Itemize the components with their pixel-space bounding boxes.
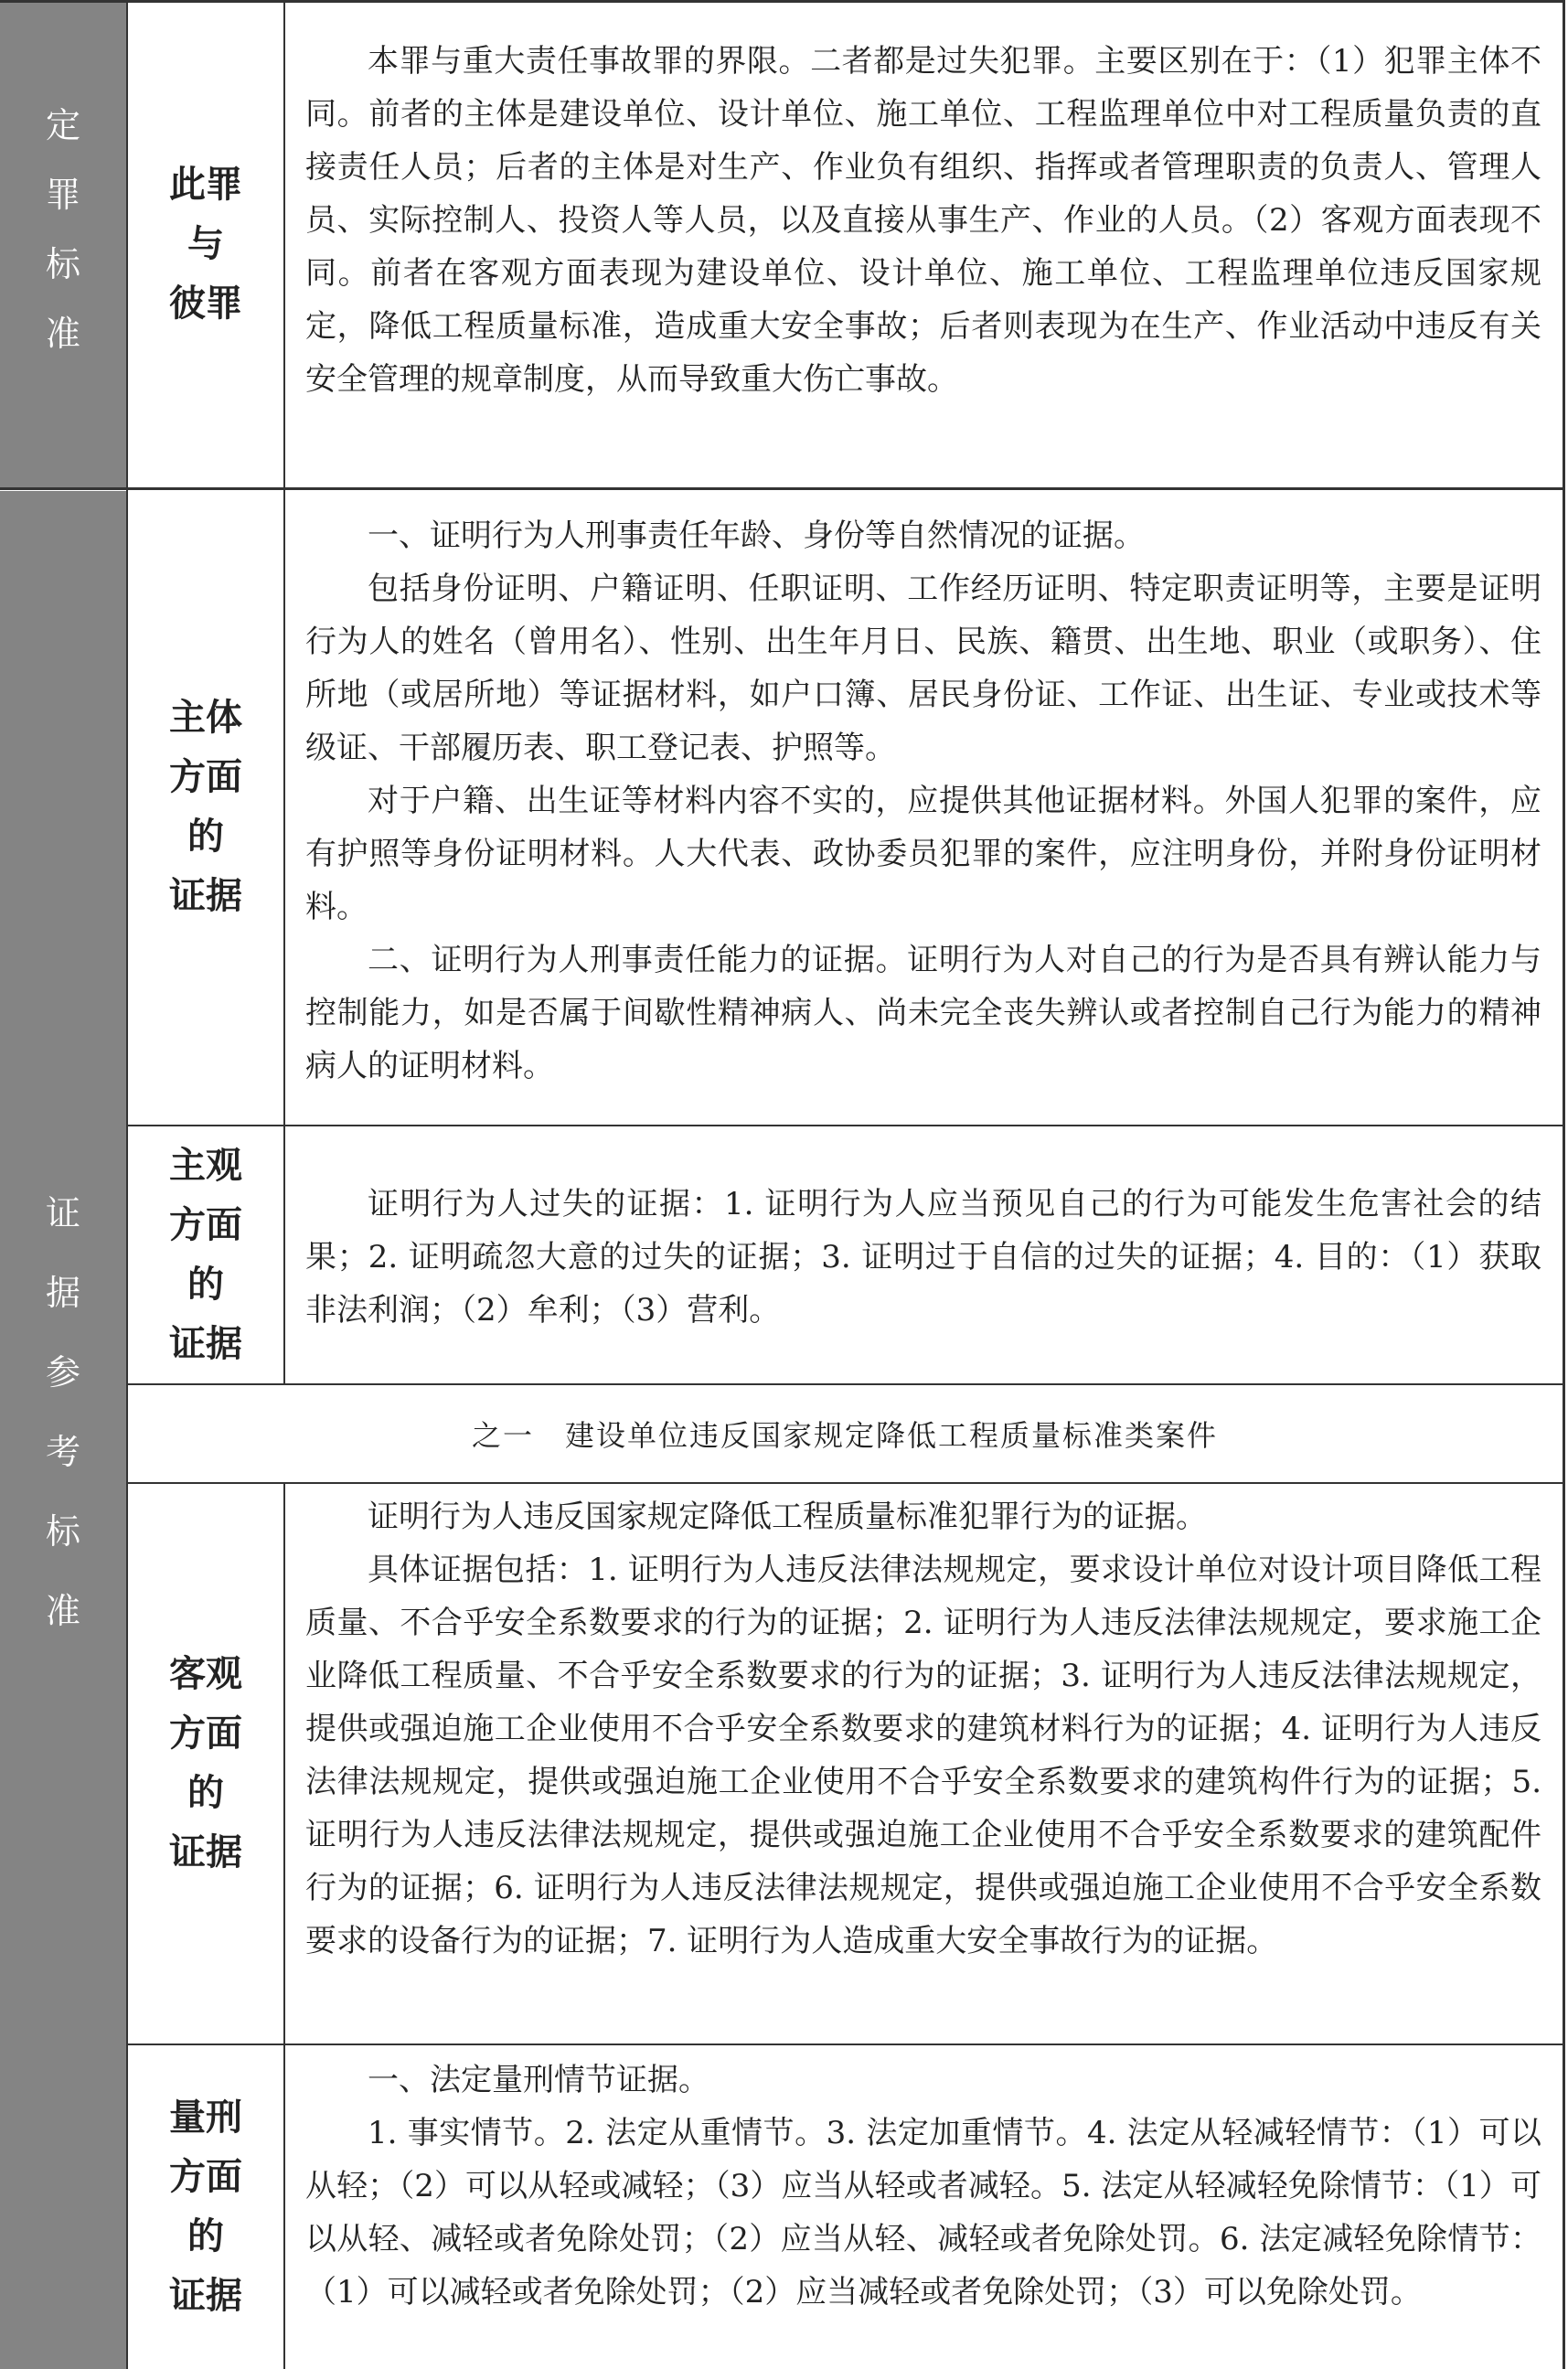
row-label-line: 彼罪 bbox=[169, 283, 242, 325]
section-label-char: 准 bbox=[45, 314, 80, 354]
row-content-liangxing bbox=[305, 2054, 1541, 2319]
row-label-line: 的 bbox=[187, 1772, 224, 1814]
row-label-line: 证据 bbox=[169, 2275, 242, 2317]
row-label-line: 方面 bbox=[169, 1203, 242, 1246]
section-label-char: 证 bbox=[45, 1193, 80, 1233]
row-label-line: 证据 bbox=[169, 1831, 242, 1873]
section-label-zhengju bbox=[0, 1193, 126, 1631]
row-label-zhuti bbox=[128, 489, 283, 1125]
row-label-cizui bbox=[128, 0, 283, 489]
content-paragraph: 包括身份证明、户籍证明、任职证明、工作经历证明、特定职责证明等，主要是证明行为人的姓名（曾用名）、性别、出生年月日、民族、籍贯、出生地、职业（或职务）、住所地（或居所地）等证据材料，如户口簿、居民身份证、工作证、出生证、专业或技术等级证、干部履历表、职工登记表、护照等。 bbox=[305, 571, 1541, 766]
row-content-cizui bbox=[305, 35, 1541, 406]
content-paragraph: 对于户籍、出生证等材料内容不实的，应提供其他证据材料。外国人犯罪的案件，应有护照等身份证明材料。人大代表、政协委员犯罪的案件，应注明身份，并附身份证明材料。 bbox=[305, 783, 1541, 925]
row-label-line: 的 bbox=[187, 1263, 224, 1306]
content-paragraph: 一、证明行为人刑事责任年龄、身份等自然情况的证据。 bbox=[368, 518, 1145, 554]
section-label-char: 考 bbox=[45, 1432, 80, 1472]
column-divider-mid-2 bbox=[283, 489, 285, 1384]
row-label-line: 证据 bbox=[169, 1322, 242, 1365]
row-content-zhuguan bbox=[305, 1178, 1541, 1337]
section-label-char: 罪 bbox=[45, 175, 80, 215]
section-label-char: 标 bbox=[45, 244, 80, 284]
content-paragraph: 二、证明行为人刑事责任能力的证据。证明行为人对自己的行为是否具有辨认能力与控制能力，如是否属于间歇性精神病人、尚未完全丧失辨认或者控制自己行为能力的精神病人的证明材料。 bbox=[305, 942, 1541, 1084]
row-divider-4 bbox=[126, 1482, 1565, 1484]
section-label-char: 参 bbox=[45, 1352, 80, 1393]
row-label-line: 主观 bbox=[169, 1144, 242, 1187]
section-label-char: 标 bbox=[45, 1511, 80, 1552]
section-label-char: 据 bbox=[45, 1273, 80, 1313]
content-paragraph: 1. 事实情节。2. 法定从重情节。3. 法定加重情节。4. 法定从轻减轻情节：（1）可以从轻；（2）可以从轻或减轻；（3）应当从轻或者减轻。5. 法定从轻减轻免除情节：（1）可以从轻、减轻或者免除处罚；（2）应当从轻、减轻或者免除处罚。6. 法定减轻免除情节：（1）可以减轻或者免除处罚；（2）应当减轻或者免除处罚；（3）可以免除处罚。 bbox=[305, 2115, 1541, 2310]
row-label-line: 主体 bbox=[169, 696, 242, 739]
row-label-line: 量刑 bbox=[169, 2097, 242, 2139]
row-label-line: 方面 bbox=[169, 755, 242, 798]
row-label-liangxing bbox=[128, 2045, 283, 2369]
content-paragraph: 具体证据包括：1. 证明行为人违反法律法规规定，要求设计单位对设计项目降低工程质量、不合乎安全系数要求的行为的证据；2. 证明行为人违反法律法规规定，要求施工企业降低工程质量、不合乎安全系数要求的行为的证据；3. 证明行为人违反法律法规规定，提供或强迫施工企业使用不合乎安全系数要求的建筑材料行为的证据；4. 证明行为人违反法律法规规定，提供或强迫施工企业使用不合乎安全系数要求的建筑构件行为的证据；5. 证明行为人违反法律法规规定，提供或强迫施工企业使用不合乎安全系数要求的建筑配件行为的证据；6. 证明行为人违反法律法规规定，提供或强迫施工企业使用不合乎安全系数要求的设备行为的证据；7. 证明行为人造成重大安全事故行为的证据。 bbox=[305, 1552, 1541, 1959]
row-divider-2 bbox=[126, 1125, 1565, 1126]
content-paragraph: 一、法定量刑情节证据。 bbox=[368, 2062, 709, 2098]
section-label-dingzui bbox=[0, 105, 126, 354]
row-label-zhuguan bbox=[128, 1126, 283, 1383]
column-divider-mid-3 bbox=[283, 1483, 285, 2369]
row-divider-5 bbox=[126, 2044, 1565, 2045]
content-paragraph: 证明行为人过失的证据：1. 证明行为人应当预见自己的行为可能发生危害社会的结果；2. 证明疏忽大意的过失的证据；3. 证明过于自信的过失的证据；4. 目的：（1）获取非法利润；（2）牟利；（3）营利。 bbox=[305, 1186, 1541, 1329]
row-label-line: 此罪 bbox=[169, 164, 242, 206]
section-label-char: 定 bbox=[45, 105, 80, 145]
section-label-char: 准 bbox=[45, 1591, 80, 1631]
row-label-line: 证据 bbox=[169, 874, 242, 917]
content-paragraph: 证明行为人违反国家规定降低工程质量标准犯罪行为的证据。 bbox=[368, 1499, 1207, 1535]
case-subheader: 之一 建设单位违反国家规定降低工程质量标准类案件 bbox=[471, 1418, 1218, 1453]
row-label-line: 与 bbox=[187, 223, 224, 265]
row-divider-3 bbox=[126, 1383, 1565, 1385]
row-label-line: 方面 bbox=[169, 1713, 242, 1755]
row-content-keguan bbox=[305, 1490, 1541, 1968]
row-label-keguan bbox=[128, 1484, 283, 2044]
table-border-right bbox=[1563, 0, 1565, 2369]
row-label-line: 客观 bbox=[169, 1653, 242, 1695]
row-label-line: 的 bbox=[187, 2215, 224, 2257]
row-label-line: 的 bbox=[187, 815, 224, 858]
column-divider-mid-1 bbox=[283, 0, 285, 489]
row-content-zhuti bbox=[305, 509, 1541, 1093]
content-paragraph: 本罪与重大责任事故罪的界限。二者都是过失犯罪。主要区别在于：（1）犯罪主体不同。前者的主体是建设单位、设计单位、施工单位、工程监理单位中对工程质量负责的直接责任人员；后者的主体是对生产、作业负有组织、指挥或者管理职责的负责人、管理人员、实际控制人、投资人等人员，以及直接从事生产、作业的人员。（2）客观方面表现不同。前者在客观方面表现为建设单位、设计单位、施工单位、工程监理单位违反国家规定，降低工程质量标准，造成重大安全事故；后者则表现为在生产、作业活动中违反有关安全管理的规章制度，从而导致重大伤亡事故。 bbox=[305, 43, 1541, 398]
row-label-line: 方面 bbox=[169, 2156, 242, 2198]
